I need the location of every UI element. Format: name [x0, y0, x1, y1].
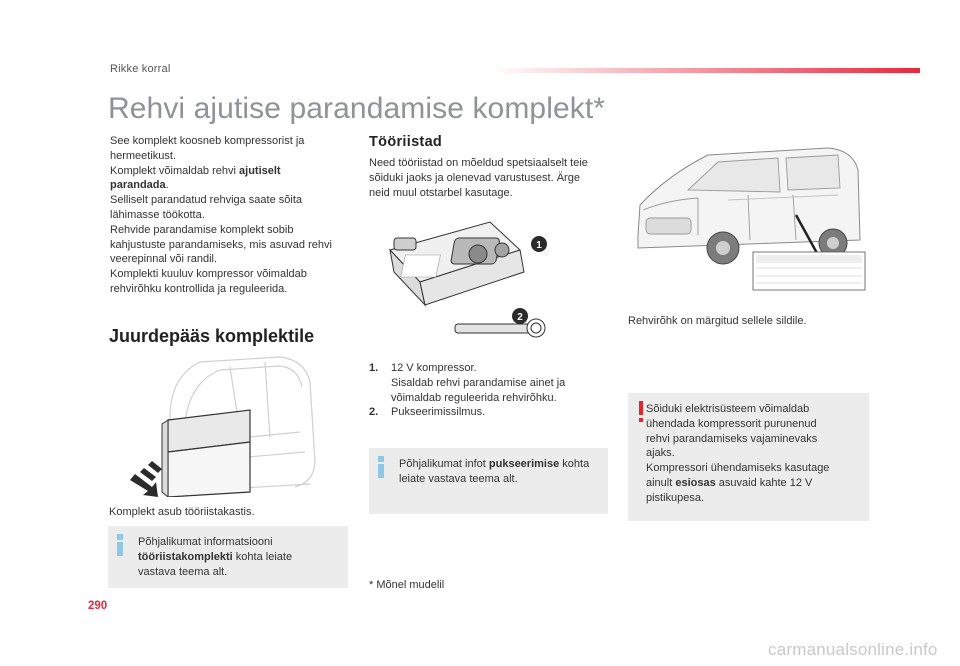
access-heading: Juurdepääs komplektile — [109, 326, 315, 346]
page-number: 290 — [88, 600, 108, 612]
footnote: * Mõnel mudelil — [369, 579, 445, 591]
tools-heading: Tööriistad — [369, 134, 443, 150]
tools-info-text: Põhjalikumat infot pukseerimise kohta leiate vastava teema alt. — [399, 458, 590, 485]
access-info-box — [108, 526, 348, 588]
van-illustration — [628, 140, 868, 295]
toolbox-box — [162, 410, 250, 497]
pressure-caption: Rehvirõhk on märgitud sellele sildile. — [628, 315, 807, 327]
header-accent-rule — [490, 68, 920, 73]
callout-1-label: 1 — [536, 240, 542, 251]
electrical-warning-text: Sõiduki elektrisüsteem võimaldab ühendada kompressorit purunenud rehvi parandamiseks vajaminevaks ajaks. Kompressori ühendamiseks kasutage ainult esiosas asuvaid kahte 12 V pistikupesa. — [646, 403, 830, 504]
intro-line: kahjustuste parandamiseks, mis asuvad rehvi — [110, 238, 332, 251]
intro-line: Komplekt võimaldab rehvi ajutiselt — [110, 164, 281, 177]
intro-line: Rehvide parandamise komplekt sobib — [110, 223, 294, 236]
towing-eye — [455, 319, 545, 337]
watermark: carmanualsonline.info — [768, 640, 938, 659]
intro-line: rehvirõhku kontrollida ja reguleerida. — [110, 282, 288, 295]
access-info-text: Põhjalikumat informatsiooni tööriistakomplekti kohta leiate vastava teema alt. — [138, 536, 293, 578]
access-caption: Komplekt asub tööriistakastis. — [109, 506, 255, 518]
seat-toolbox-illustration — [130, 352, 330, 497]
intro-paragraph — [110, 134, 350, 297]
electrical-warning-box — [628, 393, 869, 521]
callout-1-badge — [531, 236, 547, 252]
intro-line: lähimasse töökotta. — [110, 208, 205, 221]
intro-line: hermeetikust. — [110, 149, 177, 162]
tyre-pressure-label — [753, 252, 865, 290]
callout-2-label: 2 — [517, 312, 523, 323]
intro-line: parandada. — [110, 179, 169, 192]
info-icon — [116, 534, 130, 556]
tools-info-box — [369, 448, 608, 514]
section-label: Rikke korral — [110, 63, 171, 75]
intro-line: veerepinnal või randil. — [110, 253, 218, 266]
intro-line: Selliselt parandatud rehviga saate sõita — [110, 194, 303, 207]
intro-line: Komplekti kuuluv kompressor võimaldab — [110, 268, 307, 281]
tools-illustration — [370, 210, 555, 350]
intro-line: See komplekt koosneb kompressorist ja — [110, 135, 305, 147]
info-icon — [377, 456, 391, 478]
page-title: Rehvi ajutise parandamise komplekt* — [108, 92, 606, 125]
tools-intro: Need tööriistad on mõeldud spetsiaalselt teie sõiduki jaoks ja olenevad varustusest. Ärge neid muul otstarbel kasutage. — [369, 157, 588, 199]
arrow-icon — [130, 461, 162, 497]
compressor-kit — [390, 222, 524, 305]
callout-2-badge — [512, 308, 528, 324]
